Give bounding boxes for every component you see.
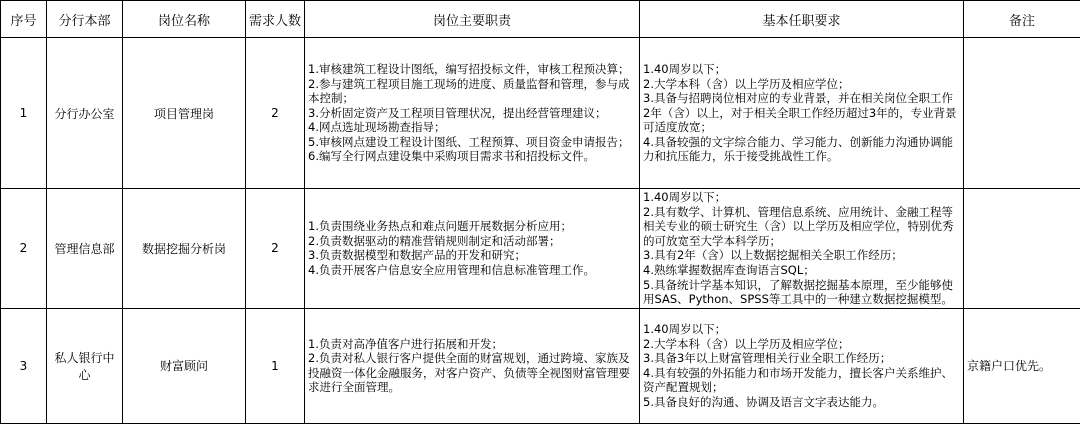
cell-no: 1 (1, 38, 47, 189)
duty-line: 3.负责数据模型和数据产品的开发和研究； (308, 248, 526, 263)
header-requirements: 基本任职要求 (640, 1, 964, 38)
requirement-line: 1.40周岁以下； (643, 321, 727, 336)
cell-requirements (640, 38, 964, 189)
cell-requirements (640, 308, 964, 423)
header-no: 序号 (1, 1, 47, 38)
cell-remark (964, 189, 1080, 309)
cell-count: 2 (246, 189, 305, 309)
requirement-line: 3.具备与招聘岗位相对应的专业背景，并在相关岗位全职工作2年（含）以上，对于相关全职工作经历超过3年的，专业背景可适度放宽； (643, 91, 957, 135)
requirement-line: 3.具备3年以上财富管理相关行业全职工作经历； (643, 351, 892, 366)
cell-dept: 分行办公室 (47, 38, 123, 189)
requirement-line: 2.大学本科（含）以上学历及相应学位； (643, 76, 850, 91)
requirement-line: 4.熟练掌握数据库查询语言SQL； (643, 262, 815, 277)
requirement-line: 2.具有数学、计算机、管理信息系统、应用统计、金融工程等相关专业的硕士研究生（含）以上学历及相应学位，特别优秀的可放宽至大学本科学历； (643, 204, 954, 248)
header-remark: 备注 (964, 1, 1080, 38)
header-count: 需求人数 (246, 1, 305, 38)
cell-no: 3 (1, 308, 47, 423)
requirement-line: 2.大学本科（含）以上学历及相应学位； (643, 336, 850, 351)
duty-line: 4.网点选址现场勘查指导； (308, 120, 446, 135)
header-row (1, 1, 1080, 38)
header-position: 岗位名称 (123, 1, 246, 38)
requirement-line: 5.具备良好的沟通、协调及语言文字表达能力。 (643, 394, 884, 409)
cell-count: 2 (246, 38, 305, 189)
table-row (1, 38, 1080, 189)
cell-requirements (640, 189, 964, 309)
duty-line: 1.负责围绕业务热点和难点问题开展数据分析应用； (308, 219, 572, 234)
cell-dept: 私人银行中心 (47, 308, 123, 423)
requirement-line: 4.具备较强的文字综合能力、学习能力、创新能力沟通协调能力和抗压能力，乐于接受挑战性工作。 (643, 134, 953, 164)
cell-dept: 管理信息部 (47, 189, 123, 309)
duty-line: 5.审核网点建设工程设计图纸、工程预算、项目资金申请报告； (308, 134, 630, 149)
cell-remark (964, 38, 1080, 189)
duty-line: 3.分析固定资产及工程项目管理状况，提出经营管理建议； (308, 105, 607, 120)
duty-line: 2.负责对私人银行客户提供全面的财富规划，通过跨境、家族及投融资一体化金融服务，对客户资产、负债等全视图财富管理要求进行全面管理。 (308, 351, 630, 395)
requirement-line: 5.具备统计学基本知识，了解数据挖掘基本原理，至少能够使用SAS、Python、SPSS等工具中的一种建立数据挖掘模型。 (643, 277, 953, 307)
requirement-line: 3.具有2年（含）以上数据挖掘相关全职工作经历； (643, 248, 903, 263)
table-row (1, 189, 1080, 309)
header-duties: 岗位主要职责 (305, 1, 640, 38)
duty-line: 2.参与建筑工程项目施工现场的进度、质量监督和管理，参与成本控制； (308, 76, 630, 106)
duty-line: 1.负责对高净值客户进行拓展和开发； (308, 336, 503, 351)
cell-duties (305, 38, 640, 189)
cell-duties (305, 308, 640, 423)
cell-position: 项目管理岗 (123, 38, 246, 189)
duty-line: 4.负责开展客户信息安全应用管理和信息标准管理工作。 (308, 262, 595, 277)
requirement-line: 4.具有较强的外拓能力和市场开发能力，擅长客户关系维护、资产配置规划； (643, 365, 953, 395)
cell-position: 财富顾问 (123, 308, 246, 423)
cell-duties (305, 189, 640, 309)
cell-position: 数据挖掘分析岗 (123, 189, 246, 309)
header-dept: 分行本部 (47, 1, 123, 38)
duty-line: 6.编写全行网点建设集中采购项目需求书和招投标文件。 (308, 149, 595, 164)
duty-line: 2.负责数据驱动的精准营销规则制定和活动部署； (308, 233, 561, 248)
requirement-line: 1.40周岁以下； (643, 190, 727, 204)
duty-line: 1.审核建筑工程设计图纸，编写招投标文件，审核工程预决算； (308, 61, 630, 76)
requirement-line: 1.40周岁以下； (643, 61, 727, 76)
cell-no: 2 (1, 189, 47, 309)
table-row (1, 308, 1080, 423)
cell-count: 1 (246, 308, 305, 423)
cell-remark: 京籍户口优先。 (964, 308, 1080, 423)
